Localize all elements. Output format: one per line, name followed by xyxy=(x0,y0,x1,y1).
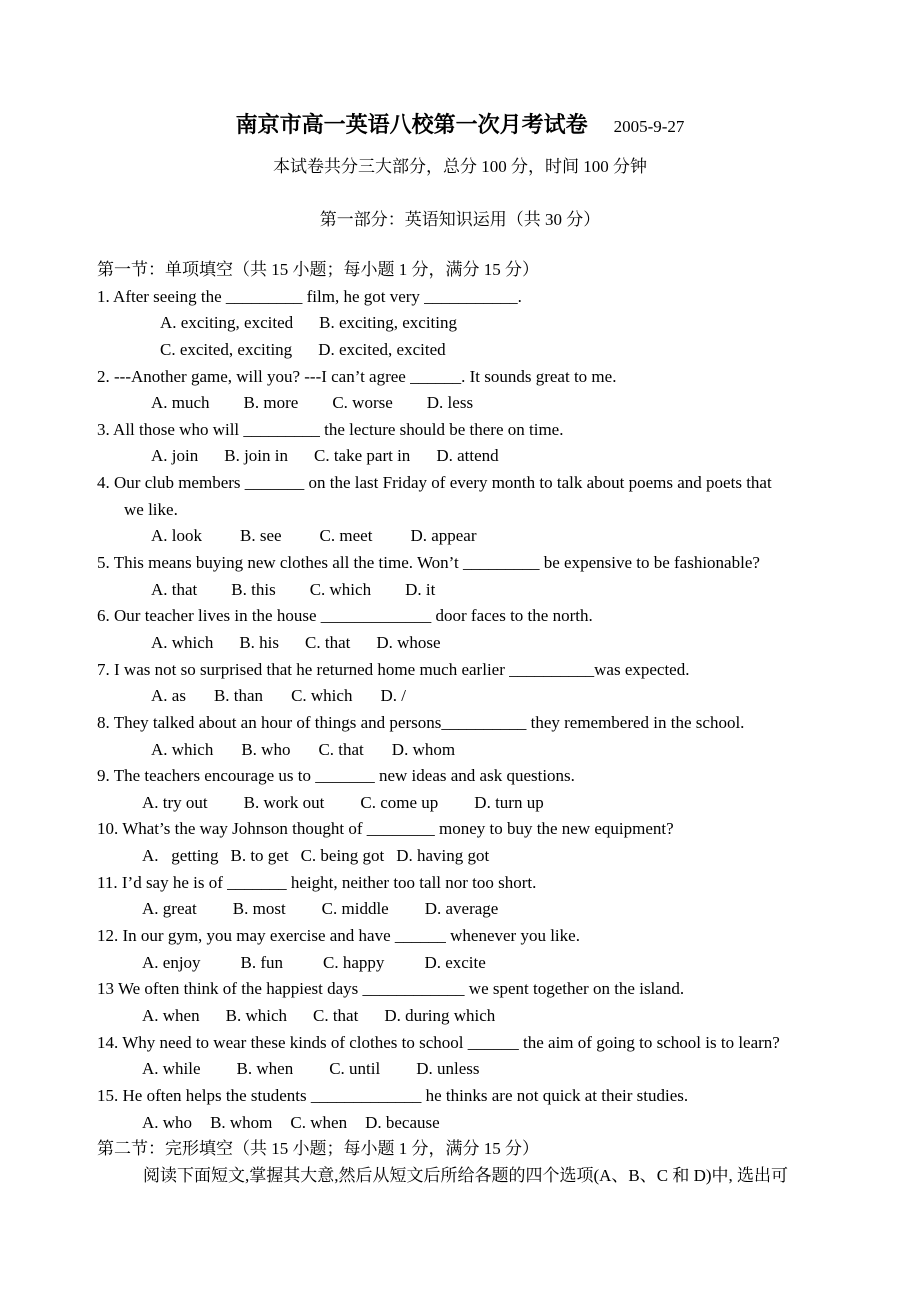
answer-option: A. getting xyxy=(142,846,219,866)
answer-options xyxy=(97,950,837,977)
answer-option: A. as xyxy=(151,686,186,706)
answer-options xyxy=(97,310,837,337)
answer-option: C. meet xyxy=(319,526,373,546)
answer-option: C. that xyxy=(305,632,351,652)
question-text: 6. Our teacher lives in the house _____________ door faces to the north. xyxy=(97,606,593,626)
answer-option: B. when xyxy=(236,1059,294,1079)
question-text: 1. After seeing the _________ film, he got very ___________. xyxy=(97,286,522,306)
question-text: 13 We often think of the happiest days ____________ we spent together on the island. xyxy=(97,979,685,999)
answer-option: B. most xyxy=(232,899,286,919)
instruction-text: 阅读下面短文,掌握其大意,然后从短文后所给各题的四个选项(A、B、C 和 D)中, 选出可 xyxy=(143,1165,789,1185)
answer-option: C. come up xyxy=(360,792,439,812)
exam-date: 2005-9-27 xyxy=(613,117,685,136)
question-text: 15. He often helps the students _____________ he thinks are not quick at their studies. xyxy=(97,1085,689,1105)
answer-option: A. join xyxy=(151,446,199,466)
answer-option: C. excited, exciting xyxy=(160,339,293,359)
question-text: 3. All those who will _________ the lecture should be there on time. xyxy=(97,419,564,439)
answer-option: C. that xyxy=(313,1005,359,1025)
answer-options xyxy=(97,896,837,923)
answer-option: B. who xyxy=(241,739,291,759)
answer-option: A. while xyxy=(142,1059,201,1079)
answer-option: C. that xyxy=(318,739,364,759)
section-heading: 第一节：单项填空（共 15 小题；每小题 1 分，满分 15 分） xyxy=(97,260,539,279)
answer-option: C. middle xyxy=(321,899,389,919)
answer-options xyxy=(97,790,837,817)
answer-option: B. his xyxy=(239,632,280,652)
answer-options xyxy=(97,577,837,604)
answer-option: D. / xyxy=(380,686,406,706)
answer-options xyxy=(97,523,837,550)
exam-subtitle: 本试卷共分三大部分，总分 100 分，时间 100 分钟 xyxy=(273,157,647,176)
answer-option: D. appear xyxy=(410,526,477,546)
question-text: 5. This means buying new clothes all the time. Won’t _________ be expensive to be fashionable? xyxy=(97,553,760,573)
answer-options xyxy=(97,630,837,657)
answer-option: A. look xyxy=(151,526,202,546)
answer-option: B. to get xyxy=(230,846,289,866)
question-text: 2. ---Another game, will you? ---I can’t agree ______. It sounds great to me. xyxy=(97,366,617,386)
question-text: 4. Our club members _______ on the last Friday of every month to talk about poems and poets that xyxy=(97,473,772,493)
answer-option: D. average xyxy=(424,899,499,919)
answer-option: D. having got xyxy=(396,846,490,866)
answer-option: C. happy xyxy=(323,952,385,972)
answer-option: A. try out xyxy=(142,792,208,812)
section-heading: 第二节：完形填空（共 15 小题；每小题 1 分，满分 15 分） xyxy=(97,1139,539,1159)
answer-option: A. great xyxy=(142,899,197,919)
answer-options xyxy=(97,737,837,764)
question-text: 7. I was not so surprised that he returned home much earlier __________was expected. xyxy=(97,659,690,679)
answer-option: D. attend xyxy=(436,446,499,466)
question-text: 14. Why need to wear these kinds of clothes to school ______ the aim of going to school is to learn? xyxy=(97,1032,780,1052)
answer-option: D. because xyxy=(365,1112,440,1132)
answer-option: A. much xyxy=(151,393,210,413)
answer-option: A. when xyxy=(142,1005,200,1025)
question-text: 9. The teachers encourage us to _______ new ideas and ask questions. xyxy=(97,766,575,786)
answer-option: A. which xyxy=(151,632,214,652)
answer-option: B. join in xyxy=(224,446,288,466)
answer-option: A. exciting, excited xyxy=(160,313,294,333)
answer-option: B. this xyxy=(231,579,276,599)
answer-option: B. more xyxy=(243,393,299,413)
question-text: 8. They talked about an hour of things and persons__________ they remembered in the school. xyxy=(97,712,745,732)
answer-option: D. it xyxy=(405,579,436,599)
answer-option: D. excited, excited xyxy=(318,339,446,359)
answer-options xyxy=(97,843,837,870)
answer-options xyxy=(97,683,837,710)
exam-title: 南京市高一英语八校第一次月考试卷 xyxy=(235,112,588,137)
answer-option: D. whom xyxy=(391,739,456,759)
answer-option: B. whom xyxy=(210,1112,273,1132)
answer-options xyxy=(97,1110,837,1137)
answer-option: C. being got xyxy=(300,846,385,866)
answer-option: C. take part in xyxy=(314,446,411,466)
answer-option: B. which xyxy=(225,1005,287,1025)
question-text: we like. xyxy=(124,499,178,519)
answer-options xyxy=(97,1056,837,1083)
answer-option: C. which xyxy=(291,686,353,706)
answer-option: D. turn up xyxy=(474,792,544,812)
answer-option: D. during which xyxy=(384,1005,496,1025)
answer-option: A. enjoy xyxy=(142,952,201,972)
question-text: 12. In our gym, you may exercise and have ______ whenever you like. xyxy=(97,926,580,946)
part-heading: 第一部分：英语知识运用（共 30 分） xyxy=(319,210,601,229)
answer-option: D. less xyxy=(426,393,474,413)
answer-option: C. when xyxy=(290,1112,348,1132)
exam-body xyxy=(97,257,837,1189)
answer-option: B. work out xyxy=(243,792,325,812)
answer-option: A. who xyxy=(142,1112,193,1132)
answer-option: B. fun xyxy=(240,952,284,972)
answer-options xyxy=(97,443,837,470)
answer-option: C. worse xyxy=(332,393,393,413)
answer-option: D. unless xyxy=(416,1059,480,1079)
answer-option: A. which xyxy=(151,739,214,759)
answer-options xyxy=(97,390,837,417)
answer-option: D. whose xyxy=(376,632,441,652)
question-text: 11. I’d say he is of _______ height, neither too tall nor too short. xyxy=(97,872,537,892)
answer-options xyxy=(97,337,837,364)
answer-option: B. exciting, exciting xyxy=(319,313,457,333)
answer-option: B. than xyxy=(213,686,264,706)
exam-title-row xyxy=(0,108,920,139)
answer-option: B. see xyxy=(240,526,282,546)
answer-option: D. excite xyxy=(424,952,486,972)
answer-option: C. which xyxy=(309,579,372,599)
answer-options xyxy=(97,1003,837,1030)
answer-option: C. until xyxy=(329,1059,381,1079)
answer-option: A. that xyxy=(151,579,198,599)
question-text: 10. What’s the way Johnson thought of ________ money to buy the new equipment? xyxy=(97,819,674,839)
